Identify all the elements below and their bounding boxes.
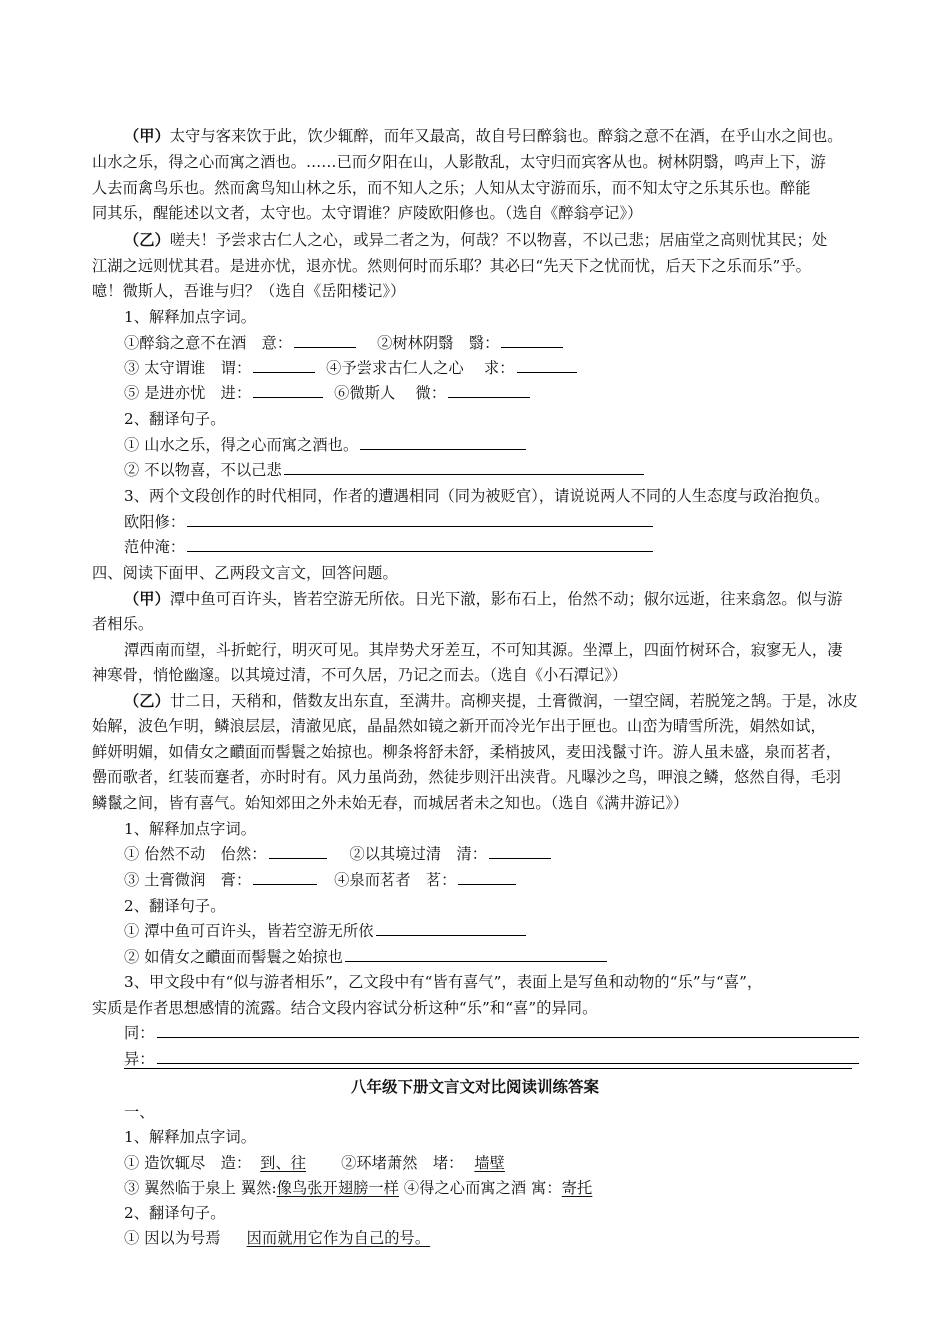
answer-blank[interactable]: [517, 356, 577, 373]
answers-question-1-title: 1、解释加点字词。: [124, 1128, 257, 1146]
q4-question-3-line-1: 3、甲文段中有“似与游者相乐”，乙文段中有“皆有喜气”，表面上是写鱼和动物的“乐”与“喜”，: [124, 973, 763, 991]
q4-vocab-row-1: [124, 842, 553, 866]
answer-blank[interactable]: [269, 842, 327, 859]
q3-question-3: 3、两个文段创作的时代相同，作者的遭遇相同（同为被贬官），请说说两人不同的人生态度与政治抱负。: [124, 487, 830, 505]
q3-vocab-row-2: [124, 356, 579, 380]
answer-blank[interactable]: [376, 919, 526, 936]
answers-vocab-row-2: [124, 1176, 604, 1200]
answers-translate-1: [124, 1226, 430, 1250]
vocab-answer: 到、往: [260, 1154, 307, 1172]
section-divider: [124, 1068, 852, 1069]
answers-question-2-title: 2、翻译句子。: [124, 1204, 226, 1222]
q3-yi-line-2: 江湖之远则忧其君。是进亦忧，退亦忧。然则何时而乐耶？其必曰“先天下之忧而忧，后天下之乐而乐”乎。: [92, 257, 811, 275]
answer-blank[interactable]: [345, 945, 607, 962]
answer-blank[interactable]: [253, 381, 323, 398]
answer-blank[interactable]: [253, 868, 317, 885]
q3-jia-line-2: 山水之乐，得之心而寓之酒也。……已而夕阳在山，人影散乱，太守归而宾客从也。树林阴翳，鸣声上下，游: [92, 153, 826, 171]
q3-question-2-title: 2、翻译句子。: [124, 410, 226, 428]
vocab-item: ②树林阴翳 翳：: [377, 334, 500, 352]
q4-question-2-title: 2、翻译句子。: [124, 897, 226, 915]
answer-label: 范仲淹：: [124, 538, 186, 556]
q4-yi-line-4: 罍而歌者，红装而蹇者，亦时时有。风力虽尚劲，然徒步则汗出浃背。凡曝沙之鸟，呷浪之鳞，悠然自得，毛羽: [92, 768, 842, 786]
vocab-item: ① 佁然不动 佁然：: [124, 845, 267, 863]
q4-yi-line-5: 鳞鬣之间，皆有喜气。始知郊田之外未始无春，而城居者未之知也。（选自《满井游记》）: [92, 794, 689, 812]
answers-part-1: 一、: [124, 1103, 155, 1121]
translate-sentence: ① 潭中鱼可百许头，皆若空游无所依: [124, 922, 374, 940]
answer-blank[interactable]: [157, 1021, 859, 1038]
answer-blank[interactable]: [294, 331, 356, 348]
vocab-item: ① 造饮辄尽 造：: [124, 1154, 252, 1172]
q3-yi-line-3: 噫！微斯人，吾谁与归？（选自《岳阳楼记》）: [92, 282, 406, 300]
q3-vocab-row-3: [124, 381, 532, 405]
q4-jia2-line-1: 潭西南而望，斗折蛇行，明灭可见。其岸势犬牙差互，不可知其源。坐潭上，四面竹树环合，寂寥无人，凄: [124, 641, 843, 659]
answer-blank[interactable]: [501, 331, 563, 348]
answer-blank[interactable]: [253, 356, 315, 373]
q3-translate-2: [124, 458, 646, 482]
q4-question-3-line-2: 实质是作者思想感情的流露。结合文段内容试分析这种“乐”和“喜”的异同。: [92, 999, 598, 1017]
q3-jia-line-1: （甲）太守与客来饮于此，饮少辄醉，而年又最高，故自号曰醉翁也。醉翁之意不在酒，在乎山水之间也。: [124, 127, 843, 145]
answer-blank[interactable]: [360, 433, 526, 450]
answers-title: 八年级下册文言文对比阅读训练答案: [350, 1078, 599, 1096]
answer-blank[interactable]: [187, 510, 653, 527]
vocab-item: ④泉而茗者 茗：: [334, 871, 457, 889]
q4-translate-1: [124, 919, 528, 943]
q4-yi-line-3: 鲜妍明媚，如倩女之靧面而髻鬟之始掠也。柳条将舒未舒，柔梢披风，麦田浅鬣寸许。游人虽未盛，泉而茗者，: [92, 743, 842, 761]
q3-jia-line-3: 人去而禽鸟乐也。然而禽鸟知山林之乐，而不知人之乐；人知从太守游而乐，而不知太守之乐其乐也。醉能: [92, 179, 811, 197]
vocab-item: ③ 翼然临于泉上 翼然:: [124, 1179, 277, 1197]
q3-translate-1: [124, 433, 528, 457]
vocab-item: ③ 太守谓谁 谓：: [124, 359, 252, 377]
passage-marker: （甲）: [124, 127, 170, 145]
q3-ouyang-answer: [124, 510, 655, 534]
q4-tong-answer: [124, 1021, 861, 1045]
q4-jia-line-1: （甲）潭中鱼可百许头，皆若空游无所依。日光下澈，影布石上，佁然不动；俶尔远逝，往来翕忽。似与游: [124, 590, 843, 608]
q4-vocab-row-2: [124, 868, 518, 892]
vocab-item: ②环堵萧然 堵：: [341, 1154, 464, 1172]
q3-fan-answer: [124, 535, 655, 559]
q4-yi-line-2: 始解，波色乍明，鳞浪层层，清澈见底，晶晶然如镜之新开而冷光乍出于匣也。山峦为晴雪所洗，娟然如试，: [92, 717, 826, 735]
vocab-item: ⑥微斯人 微：: [334, 384, 447, 402]
translate-sentence: ② 如倩女之靧面而髻鬟之始掠也: [124, 948, 343, 966]
vocab-answer: 墙壁: [474, 1154, 505, 1172]
q3-yi-line-1: （乙）嗟夫！予尝求古仁人之心，或异二者之为，何哉？不以物喜，不以己悲；居庙堂之高则忧其民；处: [124, 231, 828, 249]
vocab-answer: 寄托: [561, 1179, 593, 1197]
vocab-item: ④予尝求古仁人之心 求：: [326, 359, 515, 377]
answers-vocab-row-1: [124, 1151, 536, 1175]
q4-question-1-title: 1、解释加点字词。: [124, 820, 257, 838]
translate-sentence: ② 不以物喜，不以己悲: [124, 461, 282, 479]
answer-blank[interactable]: [448, 381, 530, 398]
answer-blank[interactable]: [187, 535, 653, 552]
vocab-item: ⑤ 是进亦忧 进：: [124, 384, 252, 402]
passage-marker: （乙）: [124, 692, 170, 710]
q4-yi-line-1: （乙）廿二日，天稍和，偕数友出东直，至满井。高柳夹提，土膏微润，一望空阔，若脱笼之鹄。于是，冰皮: [124, 692, 858, 710]
answer-blank[interactable]: [489, 842, 551, 859]
answer-blank[interactable]: [284, 458, 644, 475]
vocab-item: ③ 土膏微润 膏：: [124, 871, 252, 889]
vocab-answer: 像鸟张开翅膀一样: [276, 1179, 399, 1197]
answer-blank[interactable]: [157, 1047, 859, 1064]
answer-blank[interactable]: [458, 868, 516, 885]
vocab-item: ①醉翁之意不在酒 意：: [124, 334, 293, 352]
translate-sentence: ① 因以为号焉: [124, 1229, 221, 1247]
answer-label: 异：: [124, 1050, 155, 1068]
passage-marker: （甲）: [124, 590, 170, 608]
section-4-heading: 四、阅读下面甲、乙两段文言文，回答问题。: [92, 564, 398, 582]
q3-jia-line-4: 同其乐，醒能述以文者，太守也。太守谓谁？庐陵欧阳修也。（选自《醉翁亭记》）: [92, 204, 643, 222]
q4-jia2-line-2: 神寒骨，悄怆幽邃。以其境过清，不可久居，乃记之而去。（选自《小石潭记》）: [92, 666, 628, 684]
vocab-item: ②以其境过清 清：: [349, 845, 488, 863]
translate-sentence: ① 山水之乐，得之心而寓之酒也。: [124, 436, 359, 454]
q4-translate-2: [124, 945, 609, 969]
passage-marker: （乙）: [124, 231, 170, 249]
translate-answer: 因而就用它作为自己的号。: [246, 1229, 431, 1247]
q3-question-1-title: 1、解释加点字词。: [124, 308, 257, 326]
answer-label: 同：: [124, 1024, 155, 1042]
q4-jia-line-2: 者相乐。: [92, 615, 154, 633]
answer-label: 欧阳修：: [124, 513, 186, 531]
q3-vocab-row-1: [124, 331, 565, 355]
vocab-item: ④得之心而寓之酒 寓：: [403, 1179, 562, 1197]
